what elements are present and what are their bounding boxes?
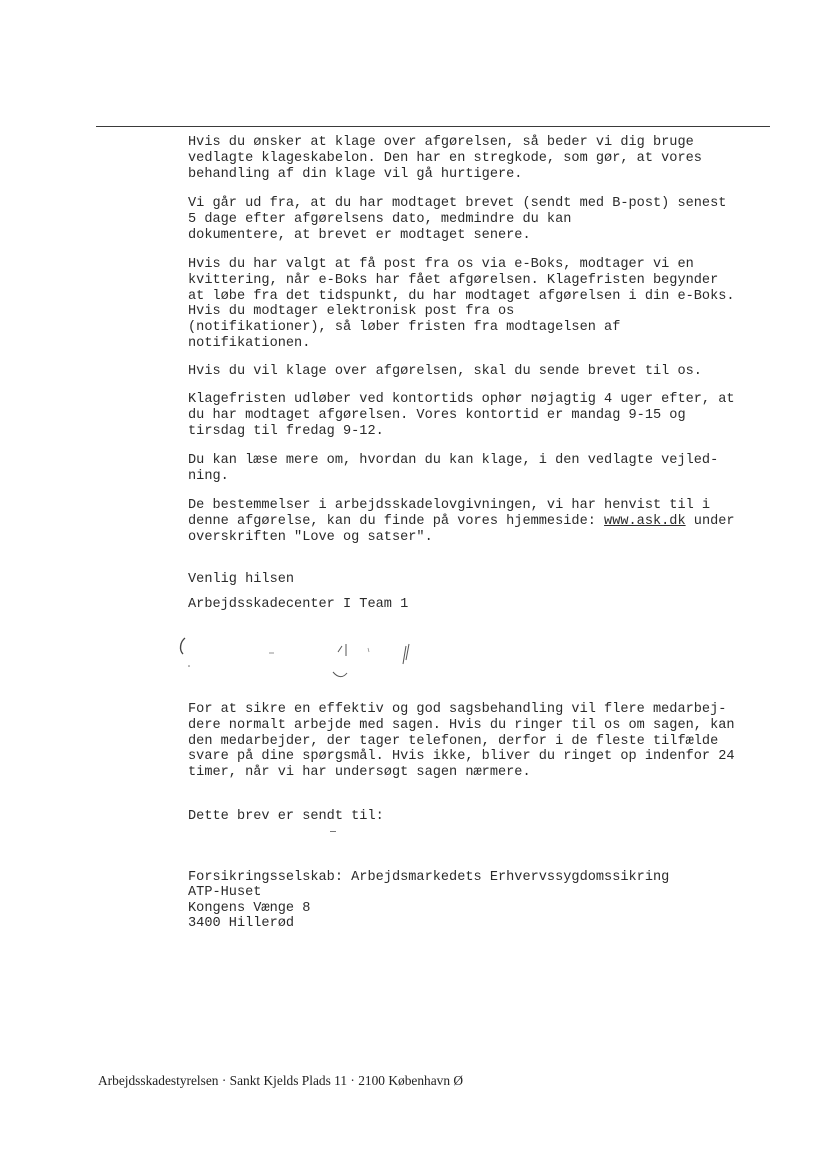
team-name: Arbejdsskadecenter I Team 1 xyxy=(188,597,409,612)
postal-delivery-paragraph: Vi går ud fra, at du har modtaget brevet (sendt med B-post) senest 5 dage efter afgørelsens dato, medmindre du kan dokumentere, at brevet er modtaget senere. xyxy=(188,196,727,243)
footer-address: Arbejdsskadestyrelsen · Sankt Kjelds Plads 11 · 2100 København Ø xyxy=(98,1073,464,1088)
eboks-paragraph: Hvis du har valgt at få post fra os via e-Boks, modtager vi en kvittering, når e-Boks har fået afgørelsen. Klagefristen begynder at løbe fra det tidspunkt, du har modtaget afgørelsen i din e-Boks. Hvis du modtager elektronisk post fra os (notifikationer), så løber fristen fra modtagelsen af notifikationen. xyxy=(188,257,735,351)
send-letter-paragraph: Hvis du vil klage over afgørelsen, skal du sende brevet til os. xyxy=(188,364,702,379)
guidance-paragraph: Du kan læse mere om, hvordan du kan klage, i den vedlagte vejled- ning. xyxy=(188,453,719,484)
deadline-paragraph: Klagefristen udløber ved kontortids ophør nøjagtig 4 uger efter, at du har modtaget afgørelsen. Vores kontortid er mandag 9-15 og tirsdag til fredag 9-12. xyxy=(188,392,735,439)
website-link[interactable]: www.ask.dk xyxy=(604,513,686,529)
address-line-2: Kongens Vænge 8 xyxy=(188,901,311,916)
greeting: Venlig hilsen xyxy=(188,572,295,587)
recipient-line: Forsikringsselskab: Arbejdsmarkedets Erhvervssygdomssikring xyxy=(188,870,670,885)
sent-to-label: Dette brev er sendt til: xyxy=(188,809,384,824)
complaint-template-paragraph: Hvis du ønsker at klage over afgørelsen, så beder vi dig bruge vedlagte klageskabelon. Den har en stregkode, som gør, at vores behandling af din klage vil gå hurtigere. xyxy=(188,135,702,182)
smudge-mark xyxy=(330,831,336,832)
header-rule xyxy=(96,126,770,127)
case-handling-paragraph: For at sikre en effektiv og god sagsbehandling vil flere medarbej- dere normalt arbejde med sagen. Hvis du ringer til os om sagen, kan den medarbejder, der tager telefonen, derfor i de fleste tilfælde svare på dine spørgsmål. Hvis ikke, bliver du ringet op indenfor 24 timer, når vi har undersøgt sagen nærmere. xyxy=(188,702,735,781)
signature xyxy=(170,632,430,688)
legislation-paragraph: De bestemmelser i arbejdsskadelovgivningen, vi har henvist til i denne afgørelse, kan du finde på vores hjemmeside: www.ask.dk under overskriften "Love og satser". xyxy=(188,498,735,545)
address-line-1: ATP-Huset xyxy=(188,885,262,900)
address-line-3: 3400 Hillerød xyxy=(188,916,295,931)
